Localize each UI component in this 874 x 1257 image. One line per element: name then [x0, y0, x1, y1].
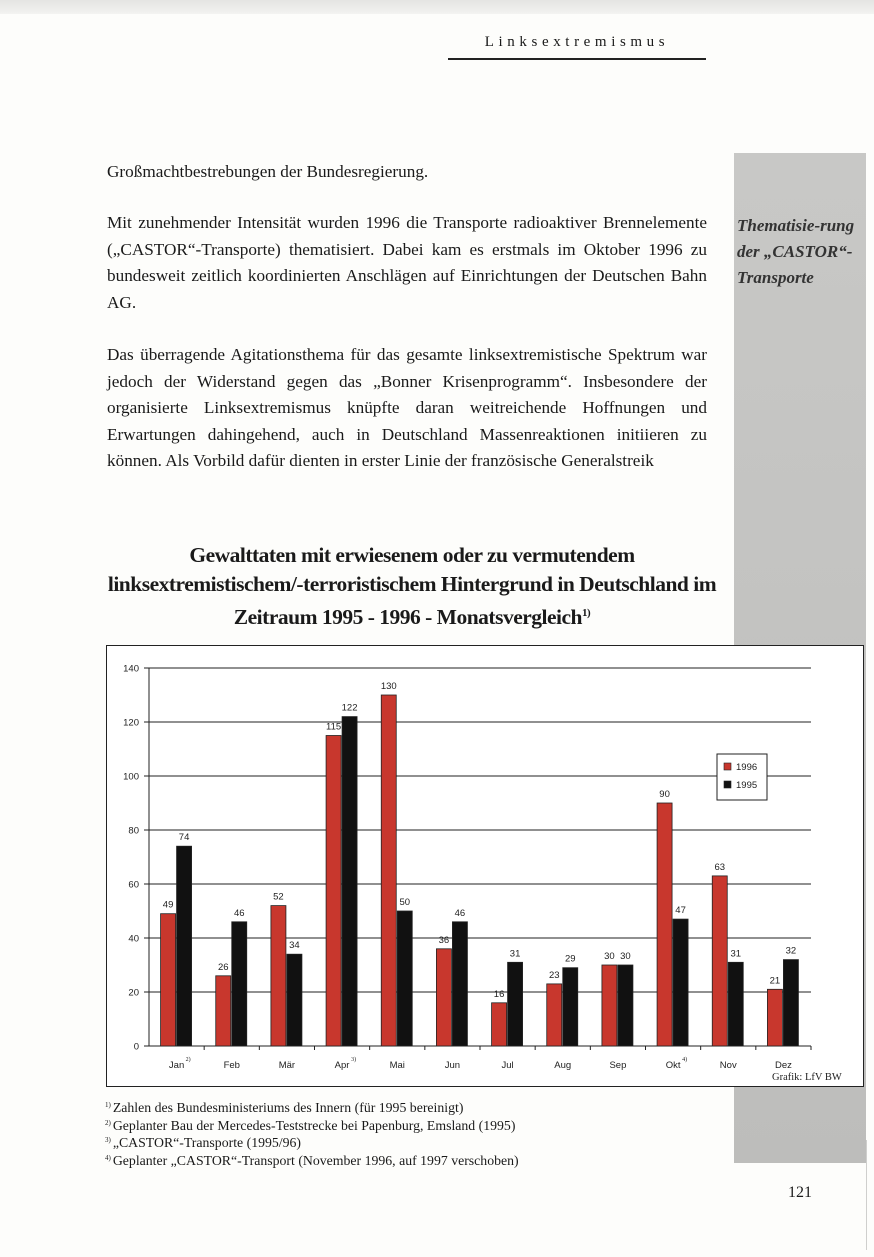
- data-label-1996: 23: [548, 969, 560, 981]
- y-tick-label: 60: [128, 879, 139, 891]
- bar-1995: [673, 919, 688, 1046]
- data-label-1995: 46: [233, 907, 245, 919]
- paragraph-2: Mit zunehmender Intensität wurden 1996 die Transporte radioaktiver Brennelemente („CASTOR“-Transporte) thematisiert. Dabei kam es erstmals im Oktober 1996 zu bundesweit zeitlich koordinierten Anschlägen auf Einrichtungen der Deutschen Bahn AG.: [107, 213, 707, 312]
- footnote-text: „CASTOR“-Transporte (1995/96): [112, 1135, 302, 1150]
- footnote-text: Geplanter Bau der Mercedes-Teststrecke bei Papenburg, Emsland (1995): [112, 1117, 516, 1133]
- page-number: 121: [788, 1184, 812, 1201]
- y-tick-label: 140: [123, 663, 139, 675]
- x-tick-label: Jun: [444, 1060, 461, 1071]
- bar-1995: [452, 922, 467, 1046]
- bar-1995: [728, 962, 743, 1046]
- paragraph-1: Großmachtbestrebungen der Bundesregierung.: [107, 162, 429, 181]
- bar-1995: [342, 717, 357, 1046]
- footnote-2: [105, 1116, 705, 1134]
- footnote-text: Zahlen des Bundesministeriums des Innern (für 1995 bereinigt): [112, 1100, 464, 1115]
- footnote-mark: 1): [105, 1101, 111, 1109]
- paragraph-3: Das überragende Agitationsthema für das gesamte linksextremistische Spektrum war jedoch der Widerstand gegen das „Bonner Krisenprogramm“. Insbesondere der organisierte Linksextremismus knüpfte daran weitreichende Hoffnungen und Erwartungen dahingehend, auch in Deutschland Massenreaktionen initiieren zu können. Als Vorbild dafür dienten in erster Linie der französische Generalstreik: [107, 345, 707, 470]
- bar-1996: [161, 914, 176, 1046]
- data-label-1995: 29: [564, 953, 576, 965]
- bar-1995: [232, 922, 247, 1046]
- footnote-mark: 3): [105, 1136, 111, 1144]
- x-tick-label: Apr: [334, 1060, 350, 1071]
- x-tick-note: 3): [351, 1057, 357, 1063]
- footnote-4: [105, 1151, 705, 1169]
- bar-1996: [216, 976, 231, 1046]
- footnote-mark: 2): [105, 1118, 111, 1127]
- bar-chart: [107, 646, 863, 1086]
- data-label-1995: 32: [785, 945, 797, 957]
- data-label-1995: 30: [620, 951, 631, 962]
- legend-swatch: [724, 763, 731, 770]
- bar-1995: [397, 911, 412, 1046]
- data-label-1995: 47: [675, 905, 686, 917]
- x-tick-label: Sep: [609, 1060, 627, 1071]
- x-tick-label: Feb: [223, 1060, 240, 1071]
- footnote-text: Geplanter „CASTOR“-Transport (November 1996, auf 1997 verschoben): [112, 1152, 519, 1168]
- chart-credit: Grafik: LfV BW: [772, 1072, 842, 1083]
- bar-1996: [326, 736, 341, 1047]
- data-label-1996: 30: [604, 951, 615, 962]
- margin-note: Thematisie-rung der „CASTOR“-Transporte: [737, 216, 855, 287]
- bar-1996: [767, 989, 782, 1046]
- bar-1995: [563, 968, 578, 1046]
- data-label-1996: 90: [659, 789, 670, 800]
- footnote-1: [105, 1098, 705, 1116]
- bar-1996: [271, 906, 286, 1046]
- x-tick-label: Nov: [719, 1060, 737, 1071]
- x-tick-label: Jul: [501, 1060, 514, 1071]
- scan-top-band: [0, 0, 874, 14]
- data-label-1995: 74: [178, 832, 190, 844]
- x-tick-note: 4): [682, 1057, 688, 1063]
- data-label-1995: 122: [341, 702, 358, 714]
- data-label-1996: 63: [714, 861, 726, 873]
- x-tick-label: Jan: [168, 1060, 185, 1071]
- bar-1996: [547, 984, 562, 1046]
- bar-1996: [492, 1003, 507, 1046]
- bar-1995: [783, 960, 798, 1046]
- y-tick-label: 40: [128, 933, 139, 945]
- data-label-1995: 46: [454, 907, 466, 919]
- data-label-1996: 36: [438, 934, 450, 946]
- x-tick-label: Mär: [278, 1060, 296, 1071]
- data-label-1996: 16: [493, 988, 505, 1000]
- data-label-1996: 52: [273, 891, 284, 903]
- legend-label: 1996: [736, 762, 758, 773]
- y-tick-label: 0: [133, 1041, 139, 1053]
- chart-title: [96, 541, 728, 632]
- bar-1996: [657, 803, 672, 1046]
- footnote-mark: 4): [105, 1153, 111, 1162]
- data-label-1995: 34: [289, 940, 300, 952]
- bar-1995: [508, 962, 523, 1046]
- bar-1996: [381, 695, 396, 1046]
- footnotes: [105, 1098, 705, 1168]
- footnote-3: [105, 1133, 705, 1151]
- bar-1995: [287, 954, 302, 1046]
- page-edge-line: [866, 1140, 867, 1250]
- header-rule: [448, 58, 706, 60]
- x-tick-label: Dez: [774, 1060, 792, 1071]
- bar-1995: [177, 846, 192, 1046]
- data-label-1996: 49: [162, 899, 174, 911]
- bar-1996: [712, 876, 727, 1046]
- data-label-1996: 26: [217, 961, 229, 973]
- legend-box: [717, 754, 767, 800]
- legend-swatch: [724, 781, 731, 788]
- y-tick-label: 80: [128, 825, 139, 837]
- bar-1996: [436, 949, 451, 1046]
- data-label-1995: 31: [730, 948, 742, 960]
- running-header: Linksextremismus: [484, 34, 670, 50]
- y-tick-label: 120: [123, 717, 139, 729]
- bar-1996: [602, 965, 617, 1046]
- y-tick-label: 20: [128, 987, 139, 999]
- data-label-1995: 50: [399, 897, 411, 908]
- x-tick-label: Mai: [389, 1060, 405, 1071]
- x-tick-label: Okt: [665, 1060, 681, 1071]
- x-tick-label: Aug: [554, 1060, 572, 1071]
- data-label-1995: 31: [509, 948, 521, 960]
- chart-title-footnote-mark: 1): [582, 607, 591, 619]
- legend-label: 1995: [736, 780, 758, 791]
- data-label-1996: 21: [769, 975, 781, 987]
- chart-title-text: Gewalttaten mit erwiesenem oder zu vermutendem linksextremistischem/-terroristischem Hintergrund in Deutschland im Zeitraum 1995 - 1996 - Monatsvergleich: [107, 543, 717, 630]
- x-tick-note: 2): [185, 1057, 191, 1063]
- y-tick-label: 100: [123, 771, 139, 783]
- data-label-1996: 115: [326, 721, 342, 733]
- data-label-1996: 130: [380, 681, 397, 692]
- chart-frame: [106, 645, 864, 1087]
- bar-1995: [618, 965, 633, 1046]
